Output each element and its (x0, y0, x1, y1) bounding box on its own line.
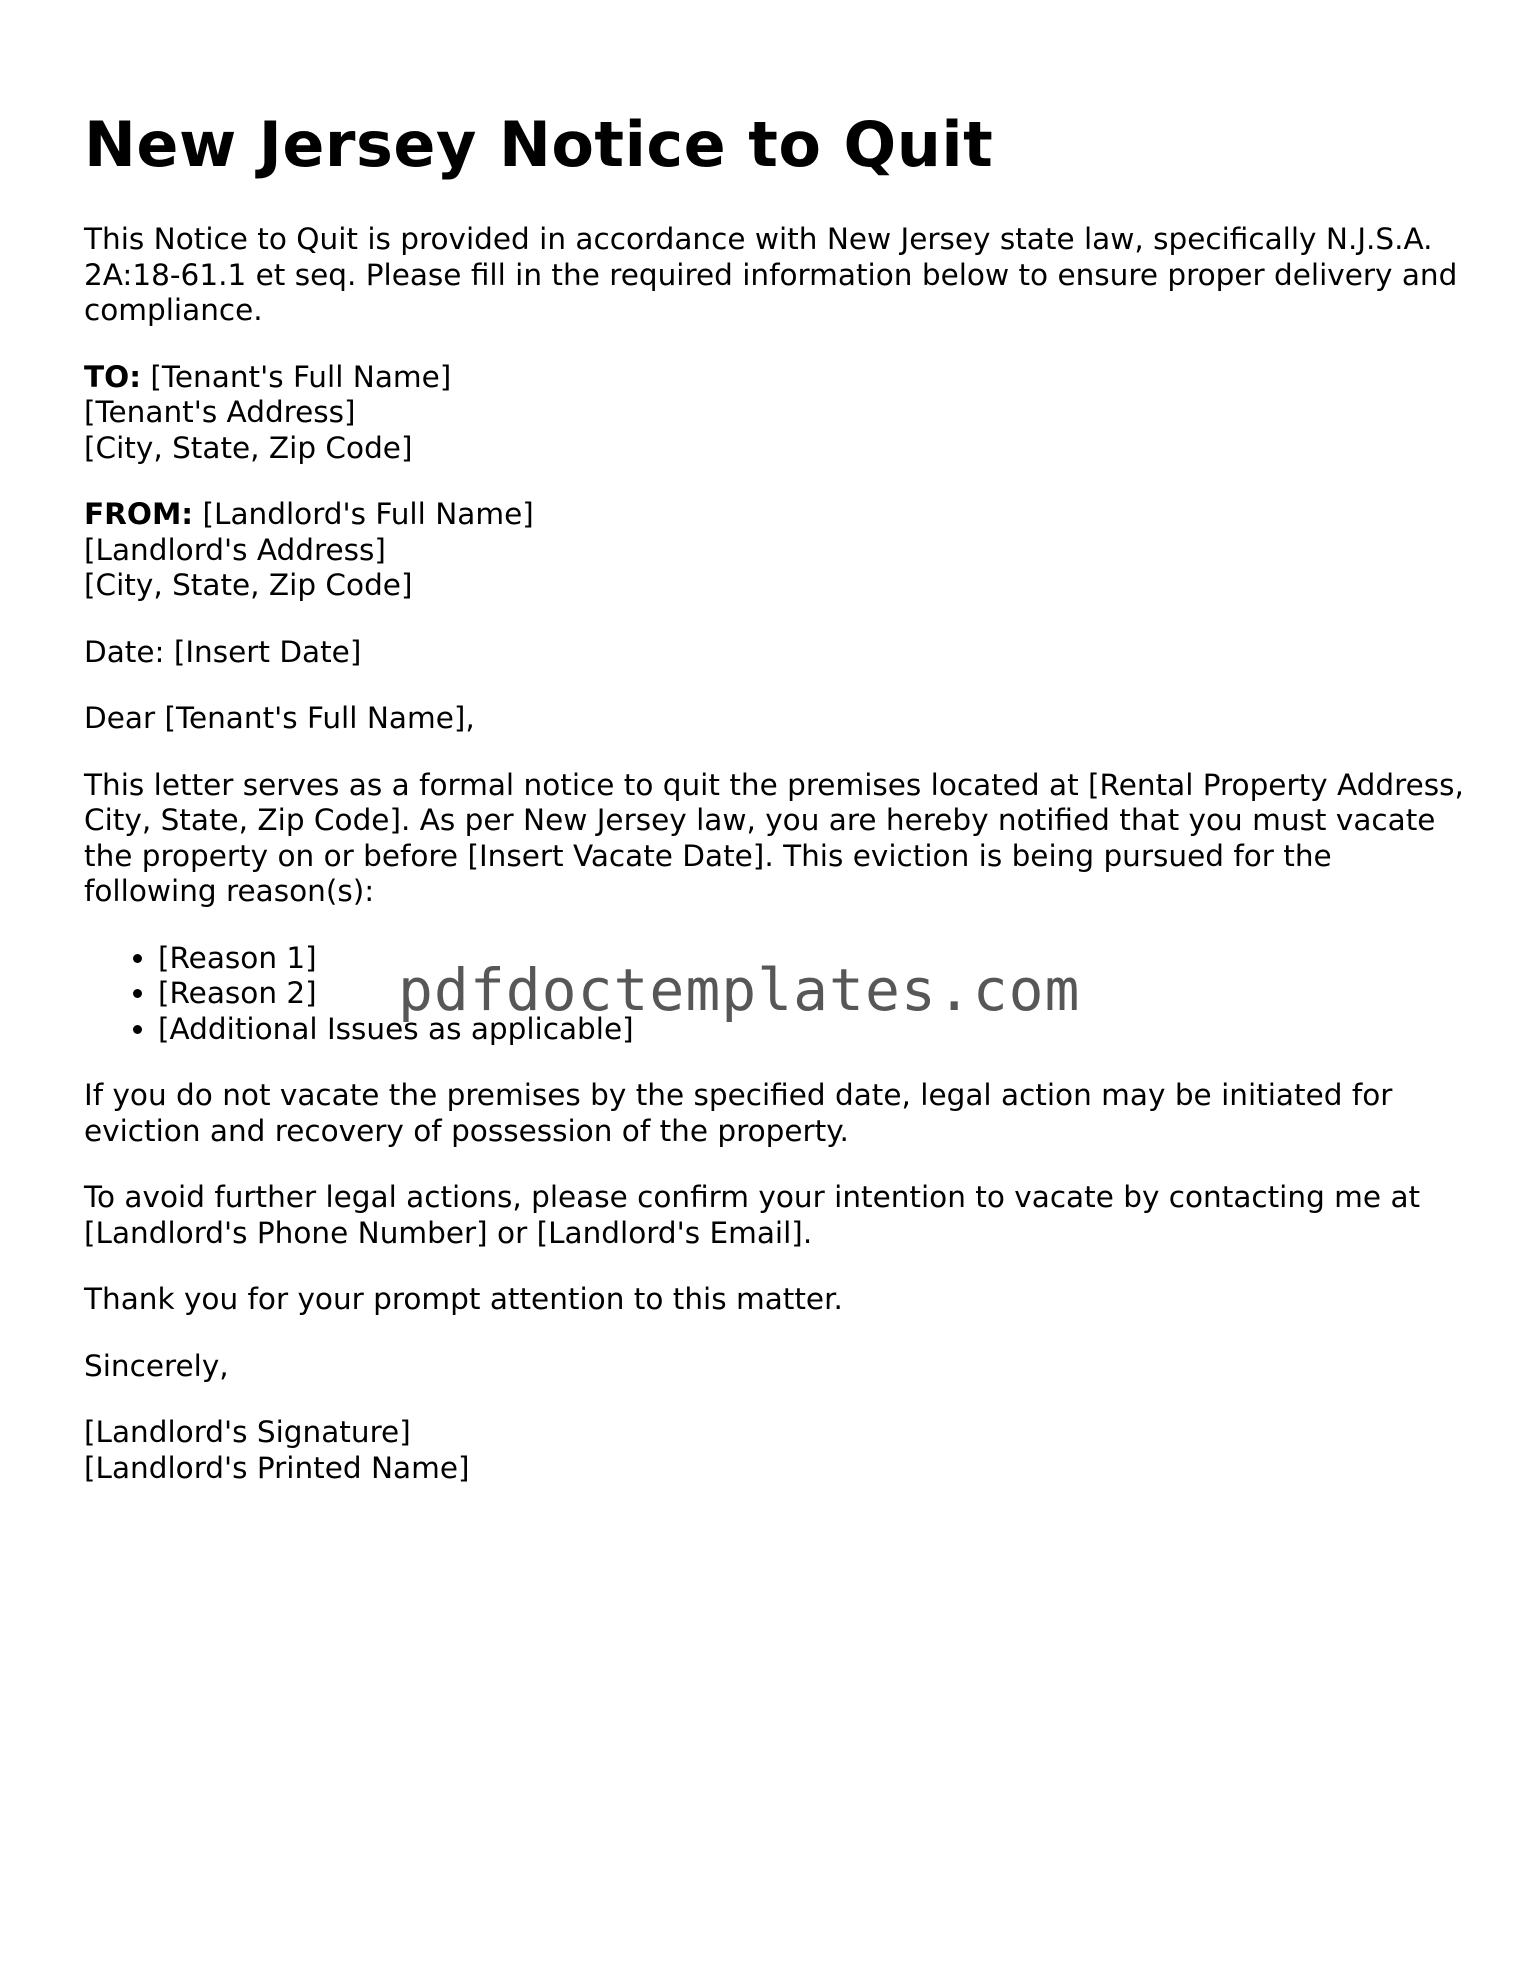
salutation: Dear [Tenant's Full Name], (84, 701, 475, 735)
tenant-name: [Tenant's Full Name] (150, 359, 452, 394)
watermark: pdfdoctemplates.com (398, 956, 1081, 1024)
body-paragraph: This letter serves as a formal notice to quit the premises located at [Rental Property Address, City, State, Zip Code]. As per New Jersey law, you are hereby notified that you must vacate the property on or before [Insert Vacate Date]. This eviction is being pursued for the following reason(s): (84, 767, 1464, 908)
signature-block (84, 1415, 1464, 1486)
consequence-paragraph: If you do not vacate the premises by the specified date, legal action may be initiated for eviction and recovery of possession of the property. (84, 1078, 1393, 1148)
to-block (84, 360, 1464, 467)
intro-paragraph: This Notice to Quit is provided in accordance with New Jersey state law, specifically N.J.S.A. 2A:18-61.1 et seq. Please fill in the required information below to ensure proper delivery and compliance. (84, 222, 1458, 327)
to-label: TO: (84, 359, 141, 394)
reasons-list (84, 941, 1464, 1048)
signature-line: [Landlord's Signature] (84, 1415, 411, 1449)
tenant-address: [Tenant's Address] (84, 395, 356, 429)
landlord-city: [City, State, Zip Code] (84, 568, 413, 602)
landlord-address: [Landlord's Address] (84, 532, 386, 567)
from-label: FROM: (84, 497, 194, 531)
list-item: • [Additional Issues as applicable] (158, 1012, 1464, 1048)
landlord-name: [Landlord's Full Name] (202, 497, 534, 531)
document-page (84, 108, 1464, 1517)
thanks-paragraph: Thank you for your prompt attention to this matter. (84, 1282, 843, 1316)
page-title: New Jersey Notice to Quit (84, 108, 994, 181)
from-name-line (84, 497, 1464, 533)
list-item: • [Reason 1] (158, 941, 1464, 977)
tenant-city: [City, State, Zip Code] (84, 430, 413, 465)
to-name-line (84, 360, 1464, 396)
closing: Sincerely, (84, 1348, 229, 1383)
contact-paragraph: To avoid further legal actions, please confirm your intention to vacate by contacting me at [Landlord's Phone Number] or [Landlord's Email]. (84, 1180, 1421, 1250)
list-item: • [Reason 2] (158, 976, 1464, 1012)
date-line: Date: [Insert Date] (84, 634, 362, 669)
printed-name-line: [Landlord's Printed Name] (84, 1450, 470, 1485)
from-block (84, 497, 1464, 604)
